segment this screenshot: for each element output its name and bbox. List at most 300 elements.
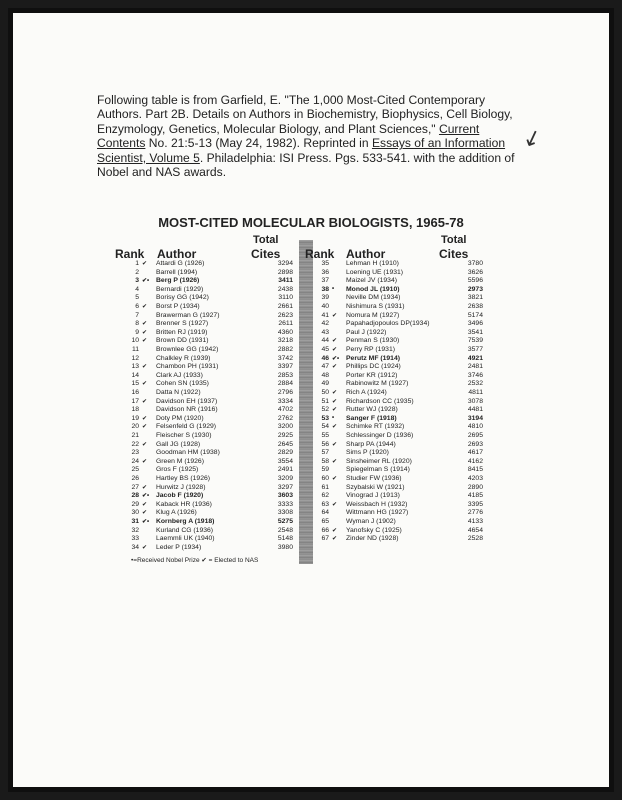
rank-cell: 40 [321, 303, 329, 310]
rank-cell: 15 [131, 380, 139, 388]
rank-cell: 65 [321, 518, 329, 525]
author-cell: Rabinowitz M (1927) [346, 380, 409, 388]
cites-cell: 2796 [277, 389, 293, 396]
author-cell: Brown DD (1931) [156, 337, 209, 345]
cites-cell: 3980 [277, 543, 293, 551]
author-cell: Rich A (1924) [346, 389, 387, 396]
table-row [113, 458, 303, 466]
cites-cell: 3297 [277, 483, 293, 491]
cites-cell: 3194 [467, 414, 483, 422]
table-row [113, 286, 303, 294]
rank-cell: 12 [131, 354, 139, 362]
rank-cell: 57 [321, 449, 329, 457]
cites-cell: 3626 [467, 268, 483, 276]
table-row [113, 337, 303, 345]
cites-cell: 2481 [467, 363, 483, 371]
table-row [113, 355, 303, 363]
table-row [113, 303, 303, 311]
author-cell: Berg P (1926) [156, 277, 200, 285]
rank-cell: 19 [131, 414, 139, 422]
author-cell: Papahadjopoulos DP(1934) [346, 320, 430, 328]
table-row [113, 441, 303, 449]
table-row [113, 312, 303, 320]
author-cell: Kornberg A (1918) [156, 518, 215, 525]
award-mark: ✔• [332, 355, 340, 362]
rank-cell: 35 [321, 260, 329, 267]
author-cell: Chalkley R (1939) [156, 354, 211, 362]
rank-cell: 58 [321, 457, 329, 465]
author-cell: Clark AJ (1933) [156, 371, 203, 379]
rank-cell: 23 [131, 449, 139, 457]
table-row [303, 518, 493, 526]
award-mark: ✔ [142, 338, 148, 345]
rank-cell: 55 [321, 432, 329, 439]
rank-cell: 6 [135, 303, 139, 310]
award-mark: ✔• [142, 519, 150, 525]
table-row [303, 449, 493, 457]
table-row [303, 380, 493, 388]
award-mark: ✔ [332, 441, 338, 448]
author-cell: Sanger F (1918) [346, 414, 397, 422]
author-cell: Porter KR (1912) [346, 371, 398, 379]
author-cell: Nishimura S (1931) [346, 303, 405, 310]
table-row [113, 406, 303, 414]
cites-cell: 3746 [467, 371, 483, 379]
author-cell: Green M (1926) [156, 457, 204, 465]
award-mark: ✔ [332, 347, 338, 353]
rank-cell: 26 [131, 475, 139, 482]
table-row [113, 475, 303, 483]
rank-cell: 2 [135, 268, 139, 276]
cites-cell: 3821 [467, 294, 483, 302]
author-cell: Schimke RT (1932) [346, 423, 405, 431]
cites-cell: 5148 [277, 535, 293, 543]
award-mark: ✔ [332, 338, 338, 345]
author-header-left: Author [157, 247, 197, 261]
cites-cell: 3218 [277, 337, 293, 345]
table-row [303, 535, 493, 543]
cites-cell: 2491 [277, 466, 293, 474]
award-mark: ✔ [142, 501, 148, 508]
award-mark: ✔ [332, 536, 338, 543]
rank-cell: 43 [321, 328, 329, 336]
rank-cell: 64 [321, 509, 329, 517]
cites-cell: 4185 [467, 492, 483, 500]
table-row [303, 312, 493, 320]
author-cell: Maizel JV (1934) [346, 277, 397, 285]
table-row [113, 320, 303, 328]
table-row [303, 372, 493, 380]
author-cell: Doty PM (1920) [156, 414, 204, 422]
table-row [303, 277, 493, 285]
cites-cell: 8415 [467, 466, 483, 474]
cites-cell: 2882 [277, 346, 293, 353]
rank-cell: 51 [321, 397, 329, 405]
author-cell: Borisy GG (1942) [156, 294, 209, 302]
award-mark: ✔ [142, 329, 148, 336]
author-cell: Schlessinger D (1936) [346, 432, 414, 439]
author-header-right: Author [346, 247, 386, 261]
cites-cell: 3078 [467, 397, 483, 405]
cites-cell: 2693 [467, 440, 483, 448]
table-row [113, 372, 303, 380]
author-cell: Hurwitz J (1928) [156, 483, 206, 491]
rank-cell: 60 [321, 475, 329, 482]
table-row [113, 260, 303, 268]
rank-header-left: Rank [115, 247, 145, 261]
cites-cell: 2884 [277, 380, 293, 388]
author-cell: Gros F (1925) [156, 466, 199, 474]
table-title: MOST-CITED MOLECULAR BIOLOGISTS, 1965-78 [158, 215, 464, 230]
cites-cell: 3200 [277, 423, 293, 431]
table-row [113, 449, 303, 457]
author-cell: Laemmli UK (1940) [156, 535, 215, 543]
author-cell: Rutter WJ (1928) [346, 406, 398, 414]
legend: •=Received Nobel Prize ✔ = Elected to NAS [131, 557, 259, 564]
award-mark: ✔ [142, 321, 148, 328]
author-cell: Lehman H (1910) [346, 260, 399, 267]
table-row [113, 363, 303, 371]
cites-cell: 2528 [467, 535, 483, 543]
author-cell: Neville DM (1934) [346, 294, 401, 302]
rank-cell: 56 [321, 440, 329, 448]
cites-cell: 4617 [467, 449, 483, 457]
award-mark: ✔ [142, 398, 148, 405]
cites-cell: 3780 [467, 260, 483, 267]
author-cell: Davidson EH (1937) [156, 397, 218, 405]
rank-cell: 50 [321, 389, 329, 396]
intro-text-3: . Philadelphia: ISI Press. Pgs. 533-541. with the addition of Nobel and NAS awards. [97, 150, 515, 180]
table-row [113, 346, 303, 354]
rank-cell: 34 [131, 543, 139, 551]
author-cell: Richardson CC (1935) [346, 397, 414, 405]
table-row [113, 389, 303, 397]
table-row [303, 346, 493, 354]
table-row [303, 329, 493, 337]
intro-text-1: Following table is from Garfield, E. "The 1,000 Most-Cited Contemporary Authors. Part 2B. Details on Authors in Biochemistry, Biophysics, Cell Biology, Enzymology, Genetics, Molecular Biology, and Plant Sciences," [97, 93, 513, 136]
cites-cell: 2638 [467, 303, 483, 310]
award-mark: • [332, 414, 335, 421]
rank-cell: 66 [321, 526, 329, 534]
award-mark: ✔ [142, 458, 148, 465]
rank-cell: 16 [131, 389, 139, 396]
award-mark: ✔ [142, 381, 148, 388]
author-cell: Gall JG (1928) [156, 440, 201, 448]
table-row [303, 363, 493, 371]
table-row [113, 466, 303, 474]
intro-link-current-contents: Current Contents [97, 121, 480, 151]
table-row [113, 329, 303, 337]
cites-header-left: Cites [251, 247, 281, 261]
table-row [303, 389, 493, 397]
author-cell: Davidson NR (1916) [156, 406, 218, 414]
handwritten-arrow-icon: ↙ [519, 122, 545, 153]
cites-cell: 2890 [467, 483, 483, 491]
rank-cell: 9 [135, 328, 139, 336]
cites-cell: 3308 [277, 509, 293, 517]
cites-cell: 3110 [278, 294, 293, 302]
intro-paragraph [97, 93, 527, 179]
author-cell: Klug A (1926) [156, 509, 197, 517]
rank-cell: 21 [131, 432, 139, 439]
award-mark: ✔• [142, 278, 150, 285]
award-mark: ✔ [142, 441, 148, 448]
cites-cell: 2898 [277, 268, 293, 276]
rank-cell: 4 [135, 285, 139, 293]
rank-cell: 8 [135, 320, 139, 328]
award-mark: ✔ [142, 415, 148, 422]
rank-cell: 27 [131, 483, 139, 491]
rank-cell: 18 [131, 406, 139, 414]
cites-cell: 4921 [467, 354, 483, 362]
author-cell: Goodman HM (1938) [156, 449, 220, 457]
award-mark: ✔ [142, 510, 148, 517]
rank-cell: 46 [321, 354, 329, 362]
table-row [303, 320, 493, 328]
rank-cell: 38 [321, 285, 329, 293]
rank-cell: 5 [135, 294, 139, 302]
table-row [113, 423, 303, 431]
table-row [303, 355, 493, 363]
award-mark: ✔ [142, 424, 148, 431]
author-cell: Zinder ND (1928) [346, 535, 399, 543]
author-cell: Sharp PA (1944) [346, 440, 396, 448]
table-row [303, 432, 493, 440]
table-row [303, 286, 493, 294]
cites-cell: 2829 [277, 449, 293, 457]
rank-cell: 37 [321, 277, 329, 285]
author-cell: Loening UE (1931) [346, 268, 404, 276]
author-cell: Monod JL (1910) [346, 285, 400, 293]
award-mark: ✔ [332, 398, 338, 405]
cites-cell: 3496 [467, 320, 483, 328]
cites-cell: 4654 [467, 526, 483, 534]
cites-cell: 3603 [277, 492, 293, 500]
award-mark: ✔ [332, 476, 338, 482]
table-row [113, 509, 303, 517]
table-row [303, 466, 493, 474]
rank-cell: 33 [131, 535, 139, 543]
cites-cell: 2623 [277, 311, 293, 319]
award-mark: ✔ [332, 527, 338, 534]
rank-cell: 39 [321, 294, 329, 302]
award-mark: ✔ [332, 390, 338, 396]
rank-cell: 7 [135, 311, 139, 319]
rank-cell: 42 [321, 320, 329, 328]
table-row [303, 423, 493, 431]
author-cell: Wittmann HG (1927) [346, 509, 409, 517]
cites-cell: 3577 [467, 346, 483, 353]
cites-cell: 4702 [277, 406, 293, 414]
author-cell: Yanofsky C (1925) [346, 526, 402, 534]
author-cell: Hartley BS (1926) [156, 475, 211, 482]
rank-cell: 67 [321, 535, 329, 543]
rank-cell: 53 [321, 414, 329, 422]
cites-cell: 5596 [467, 277, 483, 285]
rank-cell: 59 [321, 466, 329, 474]
cites-cell: 7539 [467, 337, 483, 345]
author-cell: Szybalski W (1921) [346, 483, 405, 491]
award-mark: ✔ [142, 484, 148, 491]
rank-cell: 48 [321, 371, 329, 379]
table-row [113, 415, 303, 423]
table-row [303, 398, 493, 406]
author-cell: Borst P (1934) [156, 303, 200, 310]
total-header-right: Total [441, 234, 467, 246]
cites-cell: 2776 [467, 509, 483, 517]
table-row [303, 303, 493, 311]
table-row [113, 277, 303, 285]
cites-cell: 4133 [467, 518, 483, 525]
table-row [113, 492, 303, 500]
author-cell: Sims P (1920) [346, 449, 389, 457]
total-header-left: Total [253, 234, 279, 246]
author-cell: Perutz MF (1914) [346, 354, 401, 362]
cites-cell: 3333 [277, 500, 293, 508]
cites-cell: 3395 [467, 500, 483, 508]
author-cell: Sinsheimer RL (1920) [346, 457, 412, 465]
rank-cell: 41 [321, 311, 329, 319]
cites-cell: 2853 [277, 371, 293, 379]
table-row [303, 509, 493, 517]
rank-cell: 63 [321, 500, 329, 508]
cites-cell: 3742 [277, 354, 293, 362]
table-row [113, 380, 303, 388]
rank-cell: 30 [131, 509, 139, 517]
table-row [113, 501, 303, 509]
rank-cell: 14 [131, 371, 139, 379]
author-cell: Brownlee GG (1942) [156, 346, 219, 353]
author-cell: Felsenfeld G (1929) [156, 423, 217, 431]
cites-cell: 3541 [467, 328, 483, 336]
rank-cell: 22 [131, 440, 139, 448]
cites-cell: 3294 [277, 260, 293, 267]
table-row [303, 441, 493, 449]
table-row [303, 475, 493, 483]
table-row [113, 484, 303, 492]
author-cell: Paul J (1922) [346, 328, 387, 336]
rank-cell: 20 [131, 423, 139, 431]
award-mark: ✔ [142, 544, 148, 551]
author-cell: Attardi G (1926) [156, 260, 205, 267]
author-cell: Spiegelman S (1914) [346, 466, 410, 474]
intro-text-2: No. 21:5-13 (May 24, 1982). Reprinted in [145, 136, 372, 151]
author-cell: Chambon PH (1931) [156, 363, 219, 371]
award-mark: ✔ [332, 312, 338, 319]
award-mark: ✔ [332, 424, 338, 431]
cites-cell: 2925 [277, 432, 293, 439]
rank-header-right: Rank [305, 247, 335, 261]
table-row [303, 269, 493, 277]
table-row [303, 337, 493, 345]
cites-cell: 4203 [467, 475, 483, 482]
rank-cell: 61 [321, 483, 329, 491]
author-cell: Datta N (1922) [156, 389, 201, 396]
cites-cell: 4162 [467, 457, 483, 465]
rank-cell: 10 [131, 337, 139, 345]
cites-cell: 5174 [467, 311, 483, 319]
author-cell: Jacob F (1920) [156, 492, 204, 500]
rank-cell: 24 [131, 457, 139, 465]
rank-cell: 32 [131, 526, 139, 534]
table-row [113, 518, 303, 526]
cites-cell: 3397 [277, 363, 293, 371]
author-cell: Perry RP (1931) [346, 346, 395, 353]
table-row [303, 294, 493, 302]
author-cell: Brawerman G (1927) [156, 311, 220, 319]
rank-cell: 17 [131, 397, 139, 405]
author-cell: Brenner S (1927) [156, 320, 209, 328]
rank-cell: 49 [321, 380, 329, 388]
table-row [113, 535, 303, 543]
cites-cell: 4810 [467, 423, 483, 431]
author-cell: Bernardi (1929) [156, 285, 204, 293]
table-row [303, 527, 493, 535]
award-mark: ✔ [142, 364, 148, 371]
cites-cell: 2532 [467, 380, 483, 388]
author-cell: Barrell (1994) [156, 268, 198, 276]
award-mark: ✔• [142, 493, 150, 500]
cites-cell: 4481 [467, 406, 483, 414]
rank-cell: 45 [321, 346, 329, 353]
rank-cell: 52 [321, 406, 329, 414]
cites-cell: 2645 [277, 440, 293, 448]
rank-cell: 29 [131, 500, 139, 508]
cites-cell: 2973 [467, 285, 483, 293]
rank-cell: 54 [321, 423, 329, 431]
author-cell: Penman S (1930) [346, 337, 400, 345]
table-row [303, 458, 493, 466]
table-row [303, 492, 493, 500]
author-cell: Studier FW (1936) [346, 475, 402, 482]
rank-cell: 13 [131, 363, 139, 371]
cites-cell: 3209 [277, 475, 293, 482]
table-row [113, 398, 303, 406]
rank-cell: 31 [131, 518, 139, 525]
table-row [303, 406, 493, 414]
author-cell: Wyman J (1902) [346, 518, 396, 525]
cites-cell: 2611 [278, 320, 293, 328]
cites-cell: 3554 [277, 457, 293, 465]
author-cell: Cohen SN (1935) [156, 380, 209, 388]
author-cell: Weissbach H (1932) [346, 500, 408, 508]
table-row [113, 544, 303, 552]
cites-cell: 2548 [277, 526, 293, 534]
intro-link-essays: Essays of an Information Scientist, Volume 5 [97, 136, 506, 165]
author-cell: Vinograd J (1913) [346, 492, 400, 500]
table-row [113, 294, 303, 302]
cites-cell: 2695 [467, 432, 483, 439]
cites-cell: 3334 [277, 397, 293, 405]
award-mark: ✔ [142, 304, 148, 310]
document-page [13, 13, 609, 787]
award-mark: ✔ [332, 458, 338, 465]
cites-cell: 2762 [277, 414, 293, 422]
author-cell: Fleischer S (1930) [156, 432, 212, 439]
cites-cell: 4360 [277, 328, 293, 336]
award-mark: ✔ [332, 501, 338, 508]
table-row [113, 527, 303, 535]
author-cell: Britten RJ (1919) [156, 328, 208, 336]
cites-cell: 3411 [278, 277, 293, 285]
table-row [113, 269, 303, 277]
author-cell: Leder P (1934) [156, 543, 202, 551]
rank-cell: 47 [321, 363, 329, 371]
table-row [303, 484, 493, 492]
rank-cell: 1 [135, 260, 139, 267]
author-cell: Nomura M (1927) [346, 311, 400, 319]
table-row [113, 432, 303, 440]
